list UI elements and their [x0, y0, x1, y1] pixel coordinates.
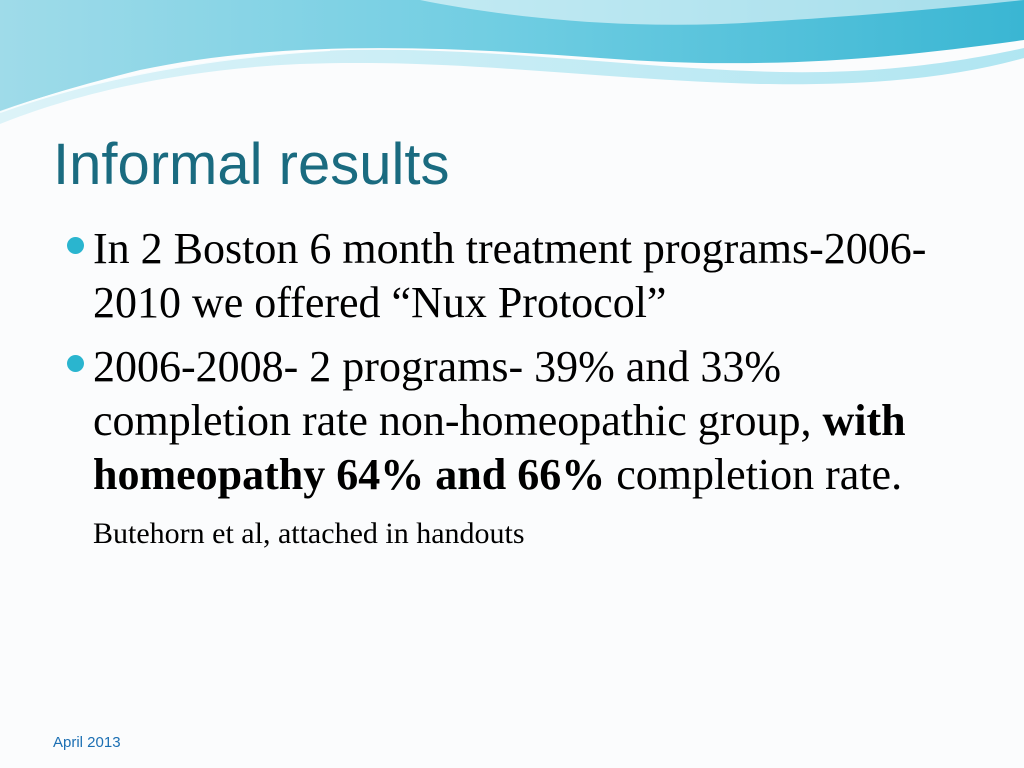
- bullet-item: [63, 340, 943, 556]
- bullet-text-continuation: completion rate.: [605, 450, 903, 499]
- slide-title: Informal results: [53, 132, 450, 197]
- citation-text: Butehorn et al, attached in handouts: [93, 517, 525, 550]
- footer-date: April 2013: [53, 734, 121, 751]
- bullet-list: [63, 222, 943, 566]
- bullet-dot-icon: [67, 237, 84, 254]
- bullet-bold-text: with homeopathy 64% and 66%: [93, 396, 906, 499]
- bullet-text: In 2 Boston 6 month treatment programs-2006-2010 we offered “Nux Protocol”: [93, 224, 927, 327]
- bullet-item: [63, 222, 943, 330]
- header-wave-decoration: [0, 0, 1024, 130]
- bullet-dot-icon: [67, 355, 84, 372]
- bullet-text: 2006-2008- 2 programs- 39% and 33% completion rate non-homeopathic group,: [93, 342, 823, 445]
